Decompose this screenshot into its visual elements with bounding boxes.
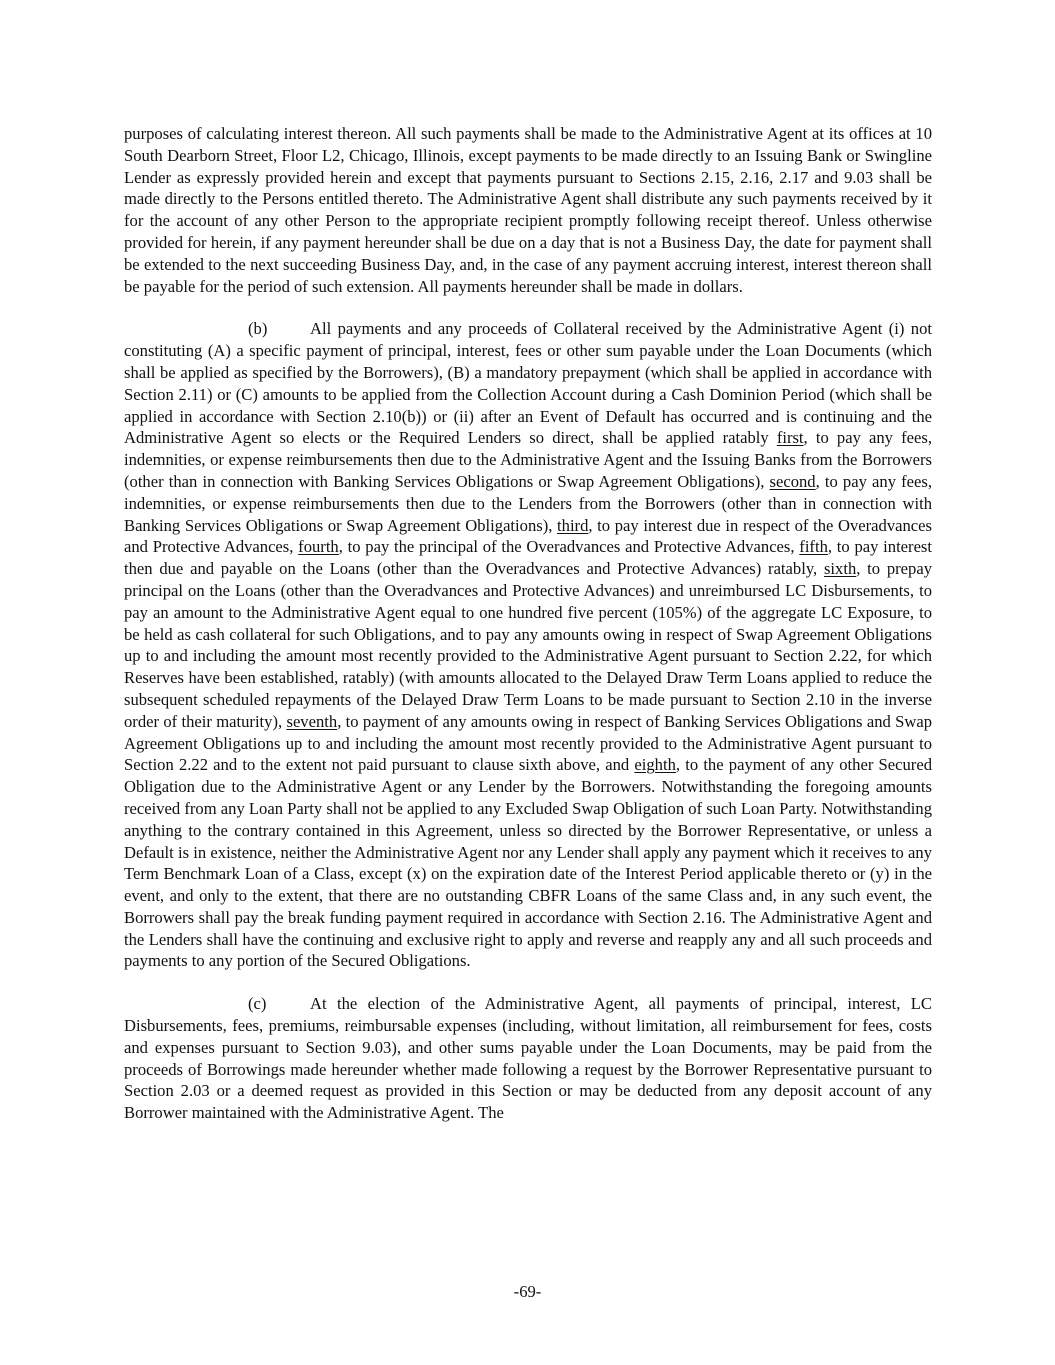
paragraph-b-text: All payments and any proceeds of Collateral received by the Administrative Agent (i) not constituting (A) a specific payment of principal, interest, fees or other sum payable under the Loan Documents (which shall be applied as specified by the Borrowers), (B) a mandatory prepayment (which shall be applied in accordance with Section 2.11) or (C) amounts to be applied from the Collection Account during a Cash Dominion Period (which shall be applied in accordance with Section 2.10(b)) or (ii) after an Event of Default has occurred and is continuing and the Administrative Agent so elects or the Required Lenders so direct, shall be applied ratably (124, 319, 932, 448)
paragraph-b-text: , to pay any fees, indemnities, or expense reimbursements then due to the Lenders from the Borrowers (other than in connection with Banking Services Obligations or Swap Agreement Obligations), (124, 471, 932, 535)
ordinal-first: first (776, 428, 804, 448)
ordinal-second: second (769, 471, 816, 491)
paragraph-c-label: (c) (248, 994, 267, 1014)
paragraph-a-continued: purposes of calculating interest thereon. All such payments shall be made to the Administrative Agent at its offices at 10 South Dearborn Street, Floor L2, Chicago, Illinois, except payments to be made directly to an Issuing Bank or Swingline Lender as expressly provided herein and except that payments pursuant to Sections 2.15, 2.16, 2.17 and 9.03 shall be made directly to the Persons entitled thereto. The Administrative Agent shall distribute any such payments received by it for the account of any other Person to the appropriate recipient promptly following receipt thereof. Unless otherwise provided for herein, if any payment hereunder shall be due on a day that is not a Business Day, the date for payment shall be extended to the next succeeding Business Day, and, in the case of any payment accruing interest, interest thereon shall be payable for the period of such extension. All payments hereunder shall be made in dollars. (124, 124, 932, 296)
ordinal-fourth: fourth (298, 537, 339, 557)
ordinal-sixth: sixth (823, 559, 857, 579)
document-page (124, 123, 932, 1146)
paragraph-b-text: , to prepay principal on the Loans (other than the Overadvances and Protective Advances) and unreimbursed LC Disbursements, to pay an amount to the Administrative Agent equal to one hundred five percent (105%) of the aggregate LC Exposure, to be held as cash collateral for such Obligations, and to pay any amounts owing in respect of Swap Agreement Obligations up to and including the amount most recently provided to the Administrative Agent pursuant to Section 2.22, for which Reserves have been established, ratably) (with amounts allocated to the Delayed Draw Term Loans applied to reduce the subsequent scheduled repayments of the Delayed Draw Term Loans to be made pursuant to Section 2.10 in the inverse order of their maturity), (124, 559, 932, 731)
ordinal-fifth: fifth (799, 537, 828, 557)
paragraph-c (124, 993, 932, 1124)
page-number: -69- (513, 1282, 542, 1301)
paragraph-b-text: , to pay interest then due and payable on the Loans (other than the Overadvances and Protective Advances) ratably, (124, 537, 932, 579)
paragraph-b-text: , to pay any fees, indemnities, or expense reimbursements then due to the Administrative Agent and the Issuing Banks from the Borrowers (other than in connection with Banking Services Obligations or Swap Agreement Obligations), (124, 428, 932, 491)
ordinal-seventh: seventh (286, 711, 338, 731)
paragraph-b-label: (b) (248, 319, 268, 339)
paragraph-b-text: , to payment of any amounts owing in respect of Banking Services Obligations and Swap Agreement Obligations up to and including the amount most recently provided to the Administrative Agent pursuant to Section 2.22 and to the extent not paid pursuant to clause sixth above, and (124, 711, 932, 775)
ordinal-third: third (557, 515, 589, 535)
paragraph-b (124, 318, 932, 972)
paragraph-c-text: At the election of the Administrative Agent, all payments of principal, interest, LC Disbursements, fees, premiums, reimbursable expenses (including, without limitation, all reimbursement for fees, costs and expenses pursuant to Section 9.03), and other sums payable under the Loan Documents, may be paid from the proceeds of Borrowings made hereunder whether made following a request by the Borrower Representative pursuant to Section 2.03 or a deemed request as provided in this Section or may be deducted from any deposit account of any Borrower maintained with the Administrative Agent. The (124, 994, 932, 1123)
ordinal-eighth: eighth (634, 755, 676, 775)
paragraph-b-text: , to pay the principal of the Overadvances and Protective Advances, (338, 537, 800, 557)
paragraph-b-text: , to the payment of any other Secured Obligation due to the Administrative Agent or any Lender by the Borrowers. Notwithstanding the foregoing amounts received from any Loan Party shall not be applied to any Excluded Swap Obligation of such Loan Party. Notwithstanding anything to the contrary contained in this Agreement, unless so directed by the Borrower Representative, or unless a Default is in existence, neither the Administrative Agent nor any Lender shall apply any payment which it receives to any Term Benchmark Loan of a Class, except (x) on the expiration date of the Interest Period applicable thereto or (y) in the event, and only to the extent, that there are no outstanding CBFR Loans of the same Class and, in any such event, the Borrowers shall pay the break funding payment required in accordance with Section 2.16. The Administrative Agent and the Lenders shall have the continuing and exclusive right to apply and reverse and reapply any and all such proceeds and payments to any portion of the Secured Obligations. (124, 755, 932, 971)
paragraph-b-text: , to pay interest due in respect of the Overadvances and Protective Advances, (124, 515, 932, 557)
